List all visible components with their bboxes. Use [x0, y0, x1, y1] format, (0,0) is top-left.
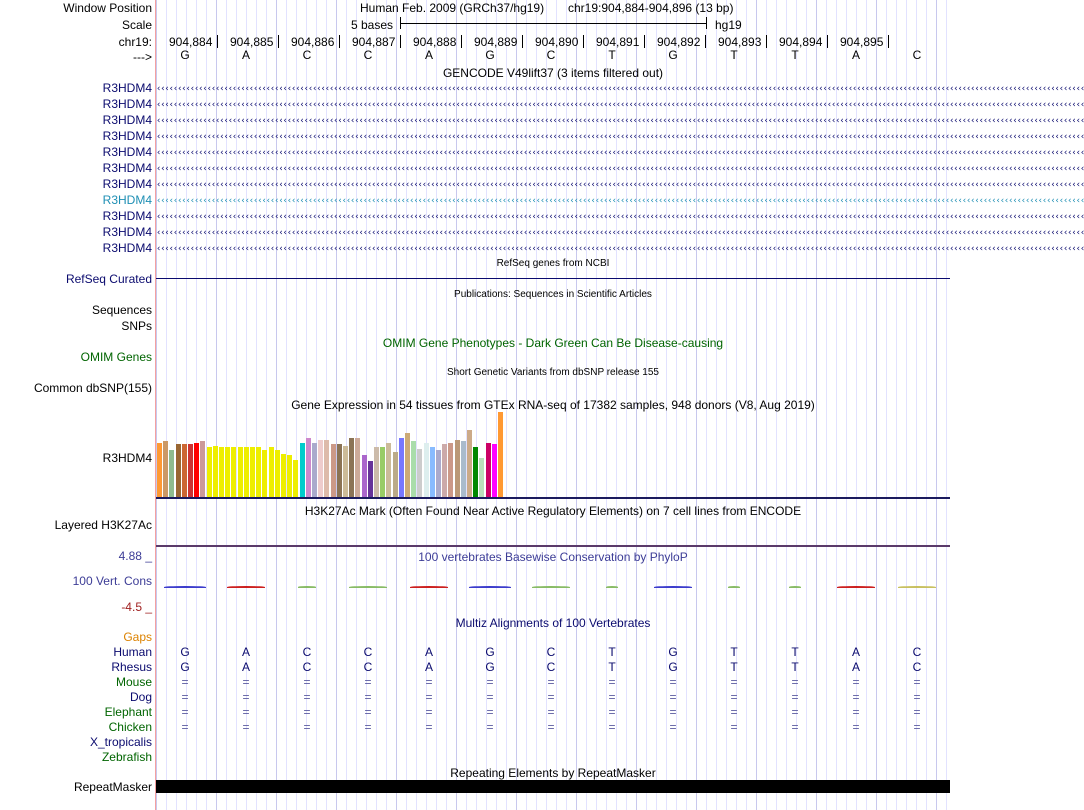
- gene-label-7[interactable]: R3HDM4: [102, 177, 152, 191]
- conservation-mark: [410, 586, 448, 588]
- ruler-coordinate: 904,893: [718, 35, 762, 49]
- ruler-tick: [705, 35, 706, 48]
- repeat-track-title: Repeating Elements by RepeatMasker: [450, 766, 656, 780]
- ruler-tick: [888, 35, 889, 48]
- repeat-element-block[interactable]: [156, 780, 950, 793]
- chicken-base: =: [303, 720, 311, 734]
- human-base: G: [668, 645, 678, 659]
- cons-min-label: -4.5 _: [121, 600, 152, 614]
- mouse-base: =: [669, 675, 677, 689]
- dna-base: A: [241, 48, 250, 62]
- mouse-base: =: [364, 675, 372, 689]
- conservation-mark: [898, 586, 936, 588]
- rhesus-base: C: [912, 660, 922, 674]
- conservation-mark: [728, 586, 740, 588]
- chicken-base: =: [547, 720, 555, 734]
- dog-base: =: [913, 690, 921, 704]
- gtex-tissue-bar[interactable]: [337, 444, 342, 497]
- gtex-tissue-bar[interactable]: [461, 441, 466, 497]
- human-base: A: [851, 645, 860, 659]
- human-base: C: [302, 645, 312, 659]
- dog-base: =: [364, 690, 372, 704]
- mouse-base: =: [547, 675, 555, 689]
- elephant-base: =: [364, 705, 372, 719]
- chicken-base: =: [364, 720, 372, 734]
- scale-bar: [400, 23, 706, 24]
- elephant-base: =: [181, 705, 189, 719]
- human-base: T: [608, 645, 616, 659]
- gtex-tissue-bar[interactable]: [331, 444, 336, 497]
- gtex-tissue-bar[interactable]: [436, 450, 441, 497]
- human-base: G: [180, 645, 190, 659]
- ruler-tick: [766, 35, 767, 48]
- human-base: C: [912, 645, 922, 659]
- gene-label-3[interactable]: R3HDM4: [102, 113, 152, 127]
- gene-label-1[interactable]: R3HDM4: [102, 81, 152, 95]
- chicken-base: =: [608, 720, 616, 734]
- dog-base: =: [486, 690, 494, 704]
- mouse-base: =: [181, 675, 189, 689]
- gtex-tissue-bar[interactable]: [498, 412, 503, 497]
- elephant-base: =: [852, 705, 860, 719]
- ruler-tick: [522, 35, 523, 48]
- species-human: Human: [113, 645, 152, 659]
- gene-line[interactable]: ‹‹‹‹‹‹‹‹‹‹‹‹‹‹‹‹‹‹‹‹‹‹‹‹‹‹‹‹‹‹‹‹‹‹‹‹‹‹‹‹‹‹‹‹‹‹‹‹‹‹‹‹‹‹‹‹‹‹‹‹‹‹‹‹‹‹‹‹‹‹‹‹‹‹‹‹‹‹‹‹‹‹‹‹‹‹‹‹‹‹‹‹‹‹‹‹‹‹‹‹‹‹‹‹‹‹‹‹‹‹‹‹‹‹‹‹‹‹‹‹‹‹‹‹‹‹‹‹‹‹‹‹‹‹‹‹‹‹‹‹‹‹‹‹‹‹‹‹‹‹‹‹‹‹‹‹‹‹‹‹‹‹‹‹‹‹‹‹‹‹‹‹‹‹‹‹‹‹‹‹‹‹‹‹‹‹‹‹‹‹‹‹‹‹‹‹‹‹‹‹‹‹‹‹‹‹‹‹‹‹‹‹‹‹‹‹‹‹‹‹: [156, 244, 1084, 254]
- dog-base: =: [669, 690, 677, 704]
- gene-line[interactable]: ‹‹‹‹‹‹‹‹‹‹‹‹‹‹‹‹‹‹‹‹‹‹‹‹‹‹‹‹‹‹‹‹‹‹‹‹‹‹‹‹‹‹‹‹‹‹‹‹‹‹‹‹‹‹‹‹‹‹‹‹‹‹‹‹‹‹‹‹‹‹‹‹‹‹‹‹‹‹‹‹‹‹‹‹‹‹‹‹‹‹‹‹‹‹‹‹‹‹‹‹‹‹‹‹‹‹‹‹‹‹‹‹‹‹‹‹‹‹‹‹‹‹‹‹‹‹‹‹‹‹‹‹‹‹‹‹‹‹‹‹‹‹‹‹‹‹‹‹‹‹‹‹‹‹‹‹‹‹‹‹‹‹‹‹‹‹‹‹‹‹‹‹‹‹‹‹‹‹‹‹‹‹‹‹‹‹‹‹‹‹‹‹‹‹‹‹‹‹‹‹‹‹‹‹‹‹‹‹‹‹‹‹‹‹‹‹‹‹‹‹: [156, 100, 1084, 110]
- ruler-tick: [461, 35, 462, 48]
- dna-base: T: [608, 48, 616, 62]
- strand-label: --->: [133, 50, 152, 64]
- gene-line[interactable]: ‹‹‹‹‹‹‹‹‹‹‹‹‹‹‹‹‹‹‹‹‹‹‹‹‹‹‹‹‹‹‹‹‹‹‹‹‹‹‹‹‹‹‹‹‹‹‹‹‹‹‹‹‹‹‹‹‹‹‹‹‹‹‹‹‹‹‹‹‹‹‹‹‹‹‹‹‹‹‹‹‹‹‹‹‹‹‹‹‹‹‹‹‹‹‹‹‹‹‹‹‹‹‹‹‹‹‹‹‹‹‹‹‹‹‹‹‹‹‹‹‹‹‹‹‹‹‹‹‹‹‹‹‹‹‹‹‹‹‹‹‹‹‹‹‹‹‹‹‹‹‹‹‹‹‹‹‹‹‹‹‹‹‹‹‹‹‹‹‹‹‹‹‹‹‹‹‹‹‹‹‹‹‹‹‹‹‹‹‹‹‹‹‹‹‹‹‹‹‹‹‹‹‹‹‹‹‹‹‹‹‹‹‹‹‹‹‹‹‹‹: [156, 180, 1084, 190]
- h3k27-label[interactable]: Layered H3K27Ac: [54, 518, 152, 532]
- gtex-tissue-bar[interactable]: [169, 450, 174, 497]
- cons-label[interactable]: 100 Vert. Cons: [72, 574, 152, 588]
- gene-label-8[interactable]: R3HDM4: [102, 193, 152, 207]
- gene-label-10[interactable]: R3HDM4: [102, 225, 152, 239]
- human-base: C: [546, 645, 556, 659]
- gtex-tissue-bar[interactable]: [306, 438, 311, 497]
- multiz-track-title: Multiz Alignments of 100 Vertebrates: [455, 616, 651, 630]
- gtex-tissue-bar[interactable]: [362, 455, 367, 497]
- ruler-coordinate: 904,890: [535, 35, 579, 49]
- conservation-mark: [532, 586, 570, 588]
- chicken-base: =: [486, 720, 494, 734]
- gtex-tissue-bar[interactable]: [194, 443, 199, 497]
- gene-label-5[interactable]: R3HDM4: [102, 145, 152, 159]
- gtex-tissue-bar[interactable]: [207, 447, 212, 497]
- gencode-track-title: GENCODE V49lift37 (3 items filtered out): [442, 66, 664, 80]
- gtex-tissue-bar[interactable]: [250, 447, 255, 497]
- rhesus-base: T: [608, 660, 616, 674]
- dog-base: =: [852, 690, 860, 704]
- sequences-label[interactable]: Sequences: [91, 303, 152, 317]
- species-mouse: Mouse: [115, 675, 152, 689]
- gtex-tissue-bar[interactable]: [368, 461, 373, 497]
- elephant-base: =: [791, 705, 799, 719]
- species-elephant: Elephant: [104, 705, 152, 719]
- gtex-tissue-bar[interactable]: [467, 430, 472, 497]
- omim-label[interactable]: OMIM Genes: [80, 350, 152, 364]
- ruler-tick: [400, 35, 401, 48]
- ruler-coordinate: 904,894: [779, 35, 823, 49]
- dna-base: C: [546, 48, 556, 62]
- species-gaps: Gaps: [123, 630, 152, 644]
- rhesus-base: G: [485, 660, 495, 674]
- gtex-tissue-bar[interactable]: [188, 444, 193, 497]
- chr-label: chr19:: [118, 35, 152, 49]
- conservation-mark: [469, 586, 511, 588]
- gtex-tissue-bar[interactable]: [318, 440, 323, 497]
- conservation-mark: [789, 586, 801, 588]
- cons-max-label: 4.88 _: [118, 549, 152, 563]
- mouse-base: =: [608, 675, 616, 689]
- dbsnp-track-title: Short Genetic Variants from dbSNP release 155: [447, 367, 659, 378]
- gtex-tissue-bar[interactable]: [448, 443, 453, 497]
- scale-db: hg19: [715, 18, 742, 32]
- dog-base: =: [791, 690, 799, 704]
- chicken-base: =: [669, 720, 677, 734]
- gtex-tissue-bar[interactable]: [324, 440, 329, 497]
- dna-base: A: [424, 48, 433, 62]
- gene-label-6[interactable]: R3HDM4: [102, 161, 152, 175]
- ruler-tick: [644, 35, 645, 48]
- gene-label-9[interactable]: R3HDM4: [102, 209, 152, 223]
- gtex-tissue-bar[interactable]: [225, 447, 230, 497]
- gtex-tissue-bar[interactable]: [293, 460, 298, 497]
- gtex-baseline: [156, 497, 950, 499]
- gtex-tissue-bar[interactable]: [269, 447, 274, 497]
- mouse-base: =: [730, 675, 738, 689]
- gtex-tissue-bar[interactable]: [355, 438, 360, 497]
- gtex-tissue-bar[interactable]: [479, 458, 484, 497]
- gtex-track-title: Gene Expression in 54 tissues from GTEx RNA-seq of 17382 samples, 948 donors (V8, Aug 2019): [291, 398, 815, 412]
- gtex-tissue-bar[interactable]: [176, 444, 181, 497]
- elephant-base: =: [608, 705, 616, 719]
- dna-base: G: [668, 48, 678, 62]
- gene-label-4[interactable]: R3HDM4: [102, 129, 152, 143]
- mouse-base: =: [242, 675, 250, 689]
- species-xtropicalis: X_tropicalis: [89, 735, 152, 749]
- gtex-tissue-bar[interactable]: [349, 438, 354, 497]
- repeatmasker-label[interactable]: RepeatMasker: [73, 780, 152, 794]
- dog-base: =: [730, 690, 738, 704]
- gene-label-11[interactable]: R3HDM4: [102, 241, 152, 255]
- elephant-base: =: [669, 705, 677, 719]
- gtex-tissue-bar[interactable]: [262, 450, 267, 497]
- rhesus-base: A: [424, 660, 433, 674]
- dog-base: =: [242, 690, 250, 704]
- dog-base: =: [303, 690, 311, 704]
- gtex-tissue-bar[interactable]: [287, 455, 292, 497]
- conservation-mark: [164, 586, 206, 588]
- dog-base: =: [547, 690, 555, 704]
- ruler-tick: [217, 35, 218, 48]
- rhesus-base: G: [668, 660, 678, 674]
- chicken-base: =: [791, 720, 799, 734]
- rhesus-base: T: [791, 660, 799, 674]
- ruler-tick: [583, 35, 584, 48]
- gtex-tissue-bar[interactable]: [182, 444, 187, 497]
- mouse-base: =: [852, 675, 860, 689]
- gene-line[interactable]: ‹‹‹‹‹‹‹‹‹‹‹‹‹‹‹‹‹‹‹‹‹‹‹‹‹‹‹‹‹‹‹‹‹‹‹‹‹‹‹‹‹‹‹‹‹‹‹‹‹‹‹‹‹‹‹‹‹‹‹‹‹‹‹‹‹‹‹‹‹‹‹‹‹‹‹‹‹‹‹‹‹‹‹‹‹‹‹‹‹‹‹‹‹‹‹‹‹‹‹‹‹‹‹‹‹‹‹‹‹‹‹‹‹‹‹‹‹‹‹‹‹‹‹‹‹‹‹‹‹‹‹‹‹‹‹‹‹‹‹‹‹‹‹‹‹‹‹‹‹‹‹‹‹‹‹‹‹‹‹‹‹‹‹‹‹‹‹‹‹‹‹‹‹‹‹‹‹‹‹‹‹‹‹‹‹‹‹‹‹‹‹‹‹‹‹‹‹‹‹‹‹‹‹‹‹‹‹‹‹‹‹‹‹‹‹‹‹‹‹‹: [156, 84, 1084, 94]
- species-zebrafish: Zebrafish: [101, 750, 152, 764]
- gene-line[interactable]: ‹‹‹‹‹‹‹‹‹‹‹‹‹‹‹‹‹‹‹‹‹‹‹‹‹‹‹‹‹‹‹‹‹‹‹‹‹‹‹‹‹‹‹‹‹‹‹‹‹‹‹‹‹‹‹‹‹‹‹‹‹‹‹‹‹‹‹‹‹‹‹‹‹‹‹‹‹‹‹‹‹‹‹‹‹‹‹‹‹‹‹‹‹‹‹‹‹‹‹‹‹‹‹‹‹‹‹‹‹‹‹‹‹‹‹‹‹‹‹‹‹‹‹‹‹‹‹‹‹‹‹‹‹‹‹‹‹‹‹‹‹‹‹‹‹‹‹‹‹‹‹‹‹‹‹‹‹‹‹‹‹‹‹‹‹‹‹‹‹‹‹‹‹‹‹‹‹‹‹‹‹‹‹‹‹‹‹‹‹‹‹‹‹‹‹‹‹‹‹‹‹‹‹‹‹‹‹‹‹‹‹‹‹‹‹‹‹‹‹‹: [156, 196, 1084, 206]
- dna-base: G: [180, 48, 190, 62]
- ruler-coordinate: 904,891: [596, 35, 640, 49]
- gtex-tissue-bar[interactable]: [281, 454, 286, 497]
- cons-track-title: 100 vertebrates Basewise Conservation by PhyloP: [418, 550, 688, 564]
- ruler-coordinate: 904,885: [230, 35, 274, 49]
- species-rhesus: Rhesus: [111, 660, 152, 674]
- dog-base: =: [608, 690, 616, 704]
- rhesus-base: G: [180, 660, 190, 674]
- gtex-tissue-bar[interactable]: [374, 447, 379, 497]
- gtex-tissue-bar[interactable]: [411, 441, 416, 497]
- gtex-tissue-bar[interactable]: [300, 443, 305, 497]
- gene-line[interactable]: ‹‹‹‹‹‹‹‹‹‹‹‹‹‹‹‹‹‹‹‹‹‹‹‹‹‹‹‹‹‹‹‹‹‹‹‹‹‹‹‹‹‹‹‹‹‹‹‹‹‹‹‹‹‹‹‹‹‹‹‹‹‹‹‹‹‹‹‹‹‹‹‹‹‹‹‹‹‹‹‹‹‹‹‹‹‹‹‹‹‹‹‹‹‹‹‹‹‹‹‹‹‹‹‹‹‹‹‹‹‹‹‹‹‹‹‹‹‹‹‹‹‹‹‹‹‹‹‹‹‹‹‹‹‹‹‹‹‹‹‹‹‹‹‹‹‹‹‹‹‹‹‹‹‹‹‹‹‹‹‹‹‹‹‹‹‹‹‹‹‹‹‹‹‹‹‹‹‹‹‹‹‹‹‹‹‹‹‹‹‹‹‹‹‹‹‹‹‹‹‹‹‹‹‹‹‹‹‹‹‹‹‹‹‹‹‹‹‹‹‹: [156, 228, 1084, 238]
- elephant-base: =: [303, 705, 311, 719]
- gene-line[interactable]: ‹‹‹‹‹‹‹‹‹‹‹‹‹‹‹‹‹‹‹‹‹‹‹‹‹‹‹‹‹‹‹‹‹‹‹‹‹‹‹‹‹‹‹‹‹‹‹‹‹‹‹‹‹‹‹‹‹‹‹‹‹‹‹‹‹‹‹‹‹‹‹‹‹‹‹‹‹‹‹‹‹‹‹‹‹‹‹‹‹‹‹‹‹‹‹‹‹‹‹‹‹‹‹‹‹‹‹‹‹‹‹‹‹‹‹‹‹‹‹‹‹‹‹‹‹‹‹‹‹‹‹‹‹‹‹‹‹‹‹‹‹‹‹‹‹‹‹‹‹‹‹‹‹‹‹‹‹‹‹‹‹‹‹‹‹‹‹‹‹‹‹‹‹‹‹‹‹‹‹‹‹‹‹‹‹‹‹‹‹‹‹‹‹‹‹‹‹‹‹‹‹‹‹‹‹‹‹‹‹‹‹‹‹‹‹‹‹‹‹‹: [156, 212, 1084, 222]
- gtex-tissue-bar[interactable]: [157, 443, 162, 497]
- omim-track-title: OMIM Gene Phenotypes - Dark Green Can Be Disease-causing: [382, 336, 724, 350]
- gtex-tissue-bar[interactable]: [473, 447, 478, 497]
- elephant-base: =: [547, 705, 555, 719]
- h3k27-track-title: H3K27Ac Mark (Often Found Near Active Regulatory Elements) on 7 cell lines from ENCODE: [304, 504, 802, 518]
- mouse-base: =: [791, 675, 799, 689]
- chicken-base: =: [913, 720, 921, 734]
- gtex-tissue-bar[interactable]: [399, 438, 404, 497]
- human-base: C: [363, 645, 373, 659]
- conservation-mark: [349, 586, 387, 588]
- refseq-track-title: RefSeq genes from NCBI: [496, 258, 610, 269]
- ruler-tick: [278, 35, 279, 48]
- refseq-gene-line[interactable]: [156, 278, 950, 279]
- ruler-coordinate: 904,888: [413, 35, 457, 49]
- elephant-base: =: [242, 705, 250, 719]
- dna-base: G: [485, 48, 495, 62]
- gtex-tissue-bar[interactable]: [200, 441, 205, 497]
- gene-line[interactable]: ‹‹‹‹‹‹‹‹‹‹‹‹‹‹‹‹‹‹‹‹‹‹‹‹‹‹‹‹‹‹‹‹‹‹‹‹‹‹‹‹‹‹‹‹‹‹‹‹‹‹‹‹‹‹‹‹‹‹‹‹‹‹‹‹‹‹‹‹‹‹‹‹‹‹‹‹‹‹‹‹‹‹‹‹‹‹‹‹‹‹‹‹‹‹‹‹‹‹‹‹‹‹‹‹‹‹‹‹‹‹‹‹‹‹‹‹‹‹‹‹‹‹‹‹‹‹‹‹‹‹‹‹‹‹‹‹‹‹‹‹‹‹‹‹‹‹‹‹‹‹‹‹‹‹‹‹‹‹‹‹‹‹‹‹‹‹‹‹‹‹‹‹‹‹‹‹‹‹‹‹‹‹‹‹‹‹‹‹‹‹‹‹‹‹‹‹‹‹‹‹‹‹‹‹‹‹‹‹‹‹‹‹‹‹‹‹‹‹‹‹: [156, 116, 1084, 126]
- elephant-base: =: [730, 705, 738, 719]
- pubs-track-title: Publications: Sequences in Scientific Articles: [454, 289, 652, 300]
- dna-base: C: [363, 48, 373, 62]
- rhesus-base: C: [363, 660, 373, 674]
- human-base: T: [791, 645, 799, 659]
- dna-base: T: [730, 48, 738, 62]
- track-image[interactable]: [156, 0, 1084, 810]
- gtex-tissue-bar[interactable]: [256, 447, 261, 497]
- gtex-tissue-bar[interactable]: [244, 447, 249, 497]
- rhesus-base: A: [851, 660, 860, 674]
- gtex-tissue-bar[interactable]: [219, 447, 224, 497]
- gtex-tissue-bar[interactable]: [380, 447, 385, 497]
- chicken-base: =: [425, 720, 433, 734]
- dna-base: C: [912, 48, 922, 62]
- dna-base: A: [851, 48, 860, 62]
- human-base: G: [485, 645, 495, 659]
- chicken-base: =: [242, 720, 250, 734]
- rhesus-base: C: [546, 660, 556, 674]
- elephant-base: =: [425, 705, 433, 719]
- h3k27-signal-line: [156, 545, 950, 547]
- scale-right-tick: [706, 17, 707, 29]
- gtex-tissue-bar[interactable]: [393, 452, 398, 497]
- gtex-tissue-bar[interactable]: [231, 447, 236, 497]
- gtex-tissue-bar[interactable]: [238, 447, 243, 497]
- species-chicken: Chicken: [108, 720, 152, 734]
- gtex-tissue-bar[interactable]: [163, 441, 168, 497]
- ruler-tick: [827, 35, 828, 48]
- gtex-tissue-bar[interactable]: [424, 443, 429, 497]
- gtex-tissue-bar[interactable]: [430, 447, 435, 497]
- snps-label[interactable]: SNPs: [121, 319, 152, 333]
- ruler-coordinate: 904,884: [169, 35, 213, 49]
- chicken-base: =: [730, 720, 738, 734]
- chicken-base: =: [181, 720, 189, 734]
- gtex-tissue-bar[interactable]: [486, 443, 491, 497]
- rhesus-base: T: [730, 660, 738, 674]
- ruler-coordinate: 904,889: [474, 35, 518, 49]
- ruler-coordinate: 904,892: [657, 35, 701, 49]
- gtex-tissue-bar[interactable]: [312, 443, 317, 497]
- ruler-coordinate: 904,895: [840, 35, 884, 49]
- conservation-mark: [298, 586, 316, 588]
- ruler-coordinate: 904,887: [352, 35, 396, 49]
- human-base: T: [730, 645, 738, 659]
- gtex-tissue-bar[interactable]: [405, 433, 410, 497]
- scale-text: 5 bases: [351, 18, 394, 32]
- conservation-mark: [227, 586, 265, 588]
- mouse-base: =: [486, 675, 494, 689]
- conservation-mark: [606, 586, 618, 588]
- dbsnp-label[interactable]: Common dbSNP(155): [33, 381, 152, 395]
- gtex-tissue-bar[interactable]: [417, 449, 422, 497]
- conservation-mark: [837, 586, 875, 588]
- assembly-title: Human Feb. 2009 (GRCh37/hg19): [360, 1, 545, 15]
- rhesus-base: C: [302, 660, 312, 674]
- gene-line[interactable]: ‹‹‹‹‹‹‹‹‹‹‹‹‹‹‹‹‹‹‹‹‹‹‹‹‹‹‹‹‹‹‹‹‹‹‹‹‹‹‹‹‹‹‹‹‹‹‹‹‹‹‹‹‹‹‹‹‹‹‹‹‹‹‹‹‹‹‹‹‹‹‹‹‹‹‹‹‹‹‹‹‹‹‹‹‹‹‹‹‹‹‹‹‹‹‹‹‹‹‹‹‹‹‹‹‹‹‹‹‹‹‹‹‹‹‹‹‹‹‹‹‹‹‹‹‹‹‹‹‹‹‹‹‹‹‹‹‹‹‹‹‹‹‹‹‹‹‹‹‹‹‹‹‹‹‹‹‹‹‹‹‹‹‹‹‹‹‹‹‹‹‹‹‹‹‹‹‹‹‹‹‹‹‹‹‹‹‹‹‹‹‹‹‹‹‹‹‹‹‹‹‹‹‹‹‹‹‹‹‹‹‹‹‹‹‹‹‹‹‹‹: [156, 132, 1084, 142]
- window-position-label: Window Position: [63, 1, 152, 15]
- position-title: chr19:904,884-904,896 (13 bp): [568, 1, 734, 15]
- gtex-tissue-bar[interactable]: [386, 443, 391, 497]
- gene-line[interactable]: ‹‹‹‹‹‹‹‹‹‹‹‹‹‹‹‹‹‹‹‹‹‹‹‹‹‹‹‹‹‹‹‹‹‹‹‹‹‹‹‹‹‹‹‹‹‹‹‹‹‹‹‹‹‹‹‹‹‹‹‹‹‹‹‹‹‹‹‹‹‹‹‹‹‹‹‹‹‹‹‹‹‹‹‹‹‹‹‹‹‹‹‹‹‹‹‹‹‹‹‹‹‹‹‹‹‹‹‹‹‹‹‹‹‹‹‹‹‹‹‹‹‹‹‹‹‹‹‹‹‹‹‹‹‹‹‹‹‹‹‹‹‹‹‹‹‹‹‹‹‹‹‹‹‹‹‹‹‹‹‹‹‹‹‹‹‹‹‹‹‹‹‹‹‹‹‹‹‹‹‹‹‹‹‹‹‹‹‹‹‹‹‹‹‹‹‹‹‹‹‹‹‹‹‹‹‹‹‹‹‹‹‹‹‹‹‹‹‹‹‹: [156, 148, 1084, 158]
- mouse-base: =: [303, 675, 311, 689]
- conservation-mark: [654, 586, 692, 588]
- human-base: A: [241, 645, 250, 659]
- gene-label-2[interactable]: R3HDM4: [102, 97, 152, 111]
- human-base: A: [424, 645, 433, 659]
- mouse-base: =: [425, 675, 433, 689]
- gtex-tissue-bar[interactable]: [275, 450, 280, 497]
- gtex-tissue-bar[interactable]: [455, 440, 460, 497]
- elephant-base: =: [913, 705, 921, 719]
- dna-base: C: [302, 48, 312, 62]
- gtex-tissue-bar[interactable]: [492, 444, 497, 497]
- rhesus-base: A: [241, 660, 250, 674]
- chicken-base: =: [852, 720, 860, 734]
- scale-label: Scale: [121, 18, 152, 32]
- dna-base: T: [791, 48, 799, 62]
- ruler-tick: [339, 35, 340, 48]
- refseq-label[interactable]: RefSeq Curated: [65, 272, 152, 286]
- gtex-tissue-bar[interactable]: [442, 444, 447, 497]
- gtex-label[interactable]: R3HDM4: [102, 451, 152, 465]
- ruler-coordinate: 904,886: [291, 35, 335, 49]
- dog-base: =: [425, 690, 433, 704]
- gtex-tissue-bar[interactable]: [343, 446, 348, 497]
- gtex-bar-chart[interactable]: [156, 412, 950, 497]
- mouse-base: =: [913, 675, 921, 689]
- gtex-tissue-bar[interactable]: [213, 446, 218, 497]
- elephant-base: =: [486, 705, 494, 719]
- dog-base: =: [181, 690, 189, 704]
- species-dog: Dog: [129, 690, 152, 704]
- gene-line[interactable]: ‹‹‹‹‹‹‹‹‹‹‹‹‹‹‹‹‹‹‹‹‹‹‹‹‹‹‹‹‹‹‹‹‹‹‹‹‹‹‹‹‹‹‹‹‹‹‹‹‹‹‹‹‹‹‹‹‹‹‹‹‹‹‹‹‹‹‹‹‹‹‹‹‹‹‹‹‹‹‹‹‹‹‹‹‹‹‹‹‹‹‹‹‹‹‹‹‹‹‹‹‹‹‹‹‹‹‹‹‹‹‹‹‹‹‹‹‹‹‹‹‹‹‹‹‹‹‹‹‹‹‹‹‹‹‹‹‹‹‹‹‹‹‹‹‹‹‹‹‹‹‹‹‹‹‹‹‹‹‹‹‹‹‹‹‹‹‹‹‹‹‹‹‹‹‹‹‹‹‹‹‹‹‹‹‹‹‹‹‹‹‹‹‹‹‹‹‹‹‹‹‹‹‹‹‹‹‹‹‹‹‹‹‹‹‹‹‹‹‹‹: [156, 164, 1084, 174]
